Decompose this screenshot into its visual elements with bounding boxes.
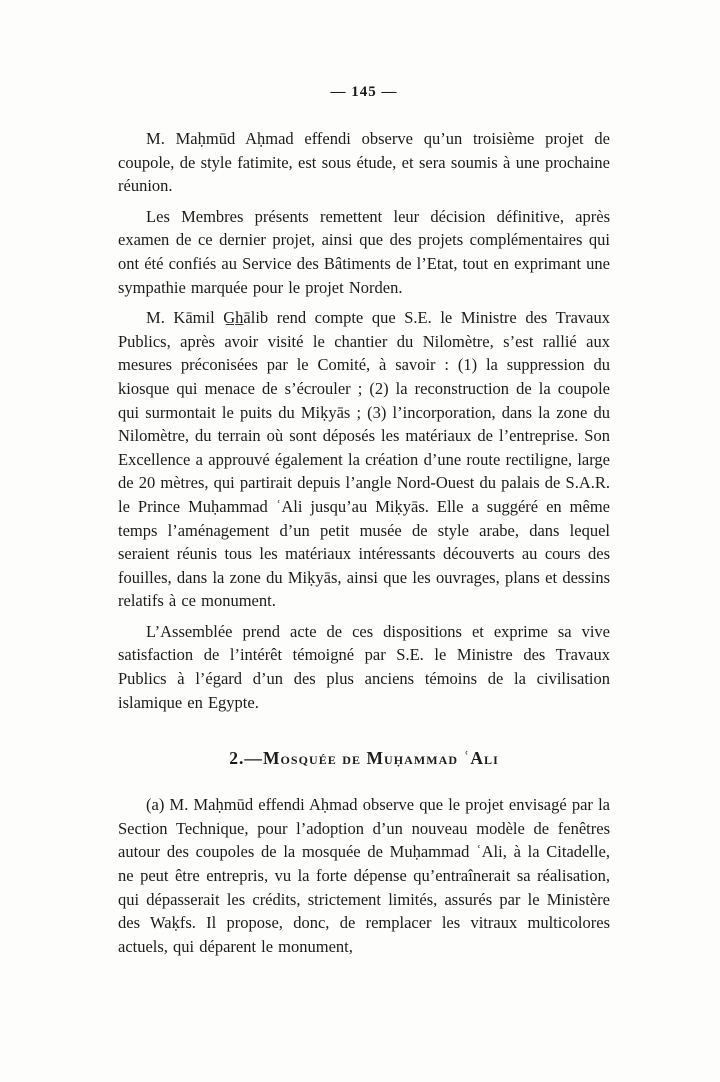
page-number: — 145 — — [330, 84, 398, 100]
paragraph: (a) M. Maḥmūd effendi Aḥmad observe que le projet envisagé par la Section Technique, pour l’adoption d’un nouveau modèle de fenêtres autour des coupoles de la mosquée de Muḥammad ʿAli, à la Citadelle, ne peut être entrepris, vu la forte dépense qu’entraînerait sa réalisation, qui dépasserait les crédits, strictement limités, assurés par le Ministère des Waḳfs. Il propose, donc, de remplacer les vitraux multicolores actuels, qui déparent le monument, — [118, 795, 610, 956]
paragraph: Les Membres présents remettent leur décision définitive, après examen de ce dernier projet, ainsi que des projets complémentaires qui ont été confiés au Service des Bâtiments de l’Etat, tout en exprimant une sympathie marquée pour le projet Norden. — [118, 206, 610, 297]
page-body — [118, 127, 610, 958]
section-heading: 2.—Mosquée de Muḥammad ʿAli — [229, 748, 499, 769]
paragraph: L’Assemblée prend acte de ces dispositions et exprime sa vive satisfaction de l’intérêt témoigné par S.E. le Ministre des Travaux Publics à l’égard d’un des plus anciens témoins de la civilisation islamique en Egypte. — [118, 621, 610, 712]
paragraph: M. Maḥmūd Aḥmad effendi observe qu’un troisième projet de coupole, de style fatimite, est sous étude, et sera soumis à une prochaine réunion. — [118, 129, 610, 196]
paragraph: M. Kāmil G̲h̲ālib rend compte que S.E. le Ministre des Travaux Publics, après avoir visité le chantier du Nilomètre, s’est rallié aux mesures préconisées par le Comité, à savoir : (1) la suppression du kiosque qui menace de s’écrouler ; (2) la reconstruction de la coupole qui surmontait le puits du Miḳyās ; (3) l’incorporation, dans la zone du Nilomètre, du terrain où sont déposés les matériaux de l’entreprise. Son Excellence a approuvé également la création d’une route rectiligne, large de 20 mètres, qui partirait depuis l’angle Nord-Ouest du palais de S.A.R. le Prince Muḥammad ʿAli jusqu’au Miḳyās. Elle a suggéré en même temps l’aménagement d’un petit musée de style arabe, dans lequel seraient réunis tous les matériaux intéressants découverts au cours des fouilles, dans la zone du Miḳyās, ainsi que les ouvrages, plans et dessins relatifs à ce monument. — [118, 308, 610, 611]
